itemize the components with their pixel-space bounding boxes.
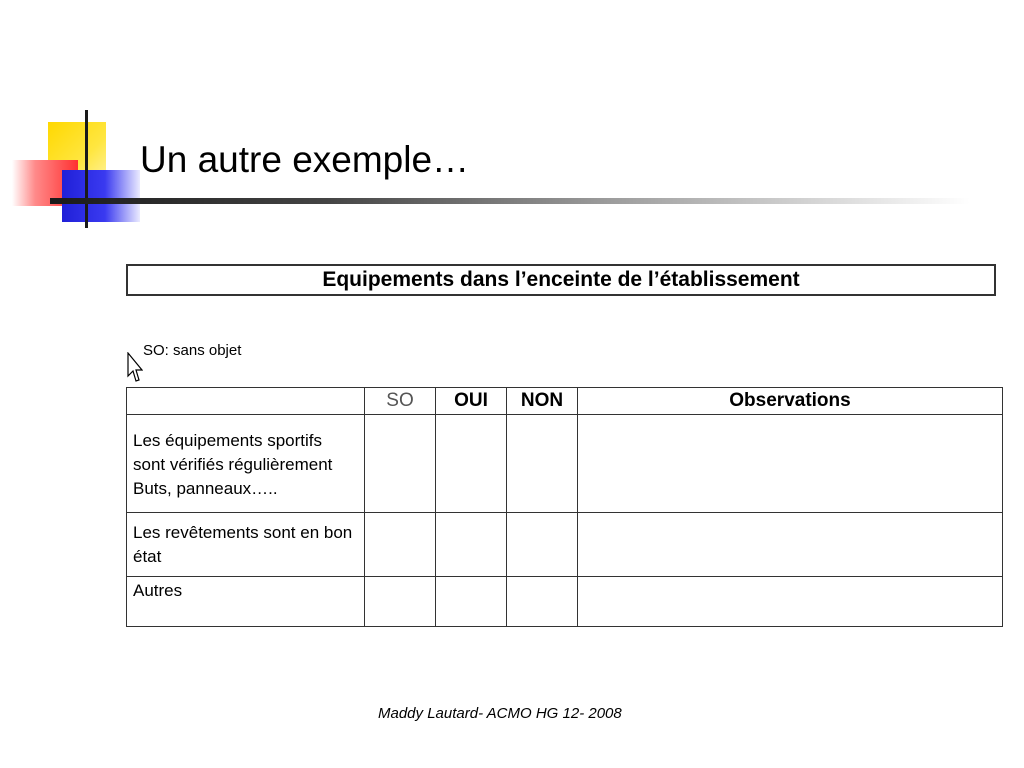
cell-so[interactable] bbox=[365, 415, 436, 513]
table-row bbox=[127, 513, 1003, 577]
cell-non[interactable] bbox=[507, 577, 578, 627]
cell-observations[interactable] bbox=[578, 513, 1003, 577]
cell-non[interactable] bbox=[507, 513, 578, 577]
row-label: Les revêtements sont en bon état bbox=[127, 513, 365, 577]
header-label-column bbox=[127, 388, 365, 415]
logo-vertical-line bbox=[85, 110, 88, 228]
header-observations: Observations bbox=[578, 388, 1003, 415]
so-legend: SO: sans objet bbox=[143, 342, 242, 359]
header-non: NON bbox=[507, 388, 578, 415]
cell-so[interactable] bbox=[365, 513, 436, 577]
cell-oui[interactable] bbox=[436, 415, 507, 513]
header-oui: OUI bbox=[436, 388, 507, 415]
cell-oui[interactable] bbox=[436, 577, 507, 627]
table-row bbox=[127, 415, 1003, 513]
section-header-box bbox=[126, 264, 996, 296]
slide-footer: Maddy Lautard- ACMO HG 12- 2008 bbox=[378, 705, 622, 722]
header-so: SO bbox=[365, 388, 436, 415]
cell-observations[interactable] bbox=[578, 415, 1003, 513]
row-label: Les équipements sportifs sont vérifiés régulièrement Buts, panneaux….. bbox=[127, 415, 365, 513]
equipment-checklist-table bbox=[126, 387, 1003, 627]
row-label: Autres bbox=[127, 577, 365, 627]
title-underline bbox=[50, 198, 970, 204]
mouse-pointer-icon bbox=[127, 352, 143, 389]
table-row bbox=[127, 577, 1003, 627]
logo-blue-square bbox=[62, 170, 140, 222]
cell-so[interactable] bbox=[365, 577, 436, 627]
cell-observations[interactable] bbox=[578, 577, 1003, 627]
section-header-text: Equipements dans l’enceinte de l’établissement bbox=[322, 268, 800, 291]
slide-title: Un autre exemple… bbox=[140, 139, 470, 180]
cell-non[interactable] bbox=[507, 415, 578, 513]
cell-oui[interactable] bbox=[436, 513, 507, 577]
table-header-row bbox=[127, 388, 1003, 415]
